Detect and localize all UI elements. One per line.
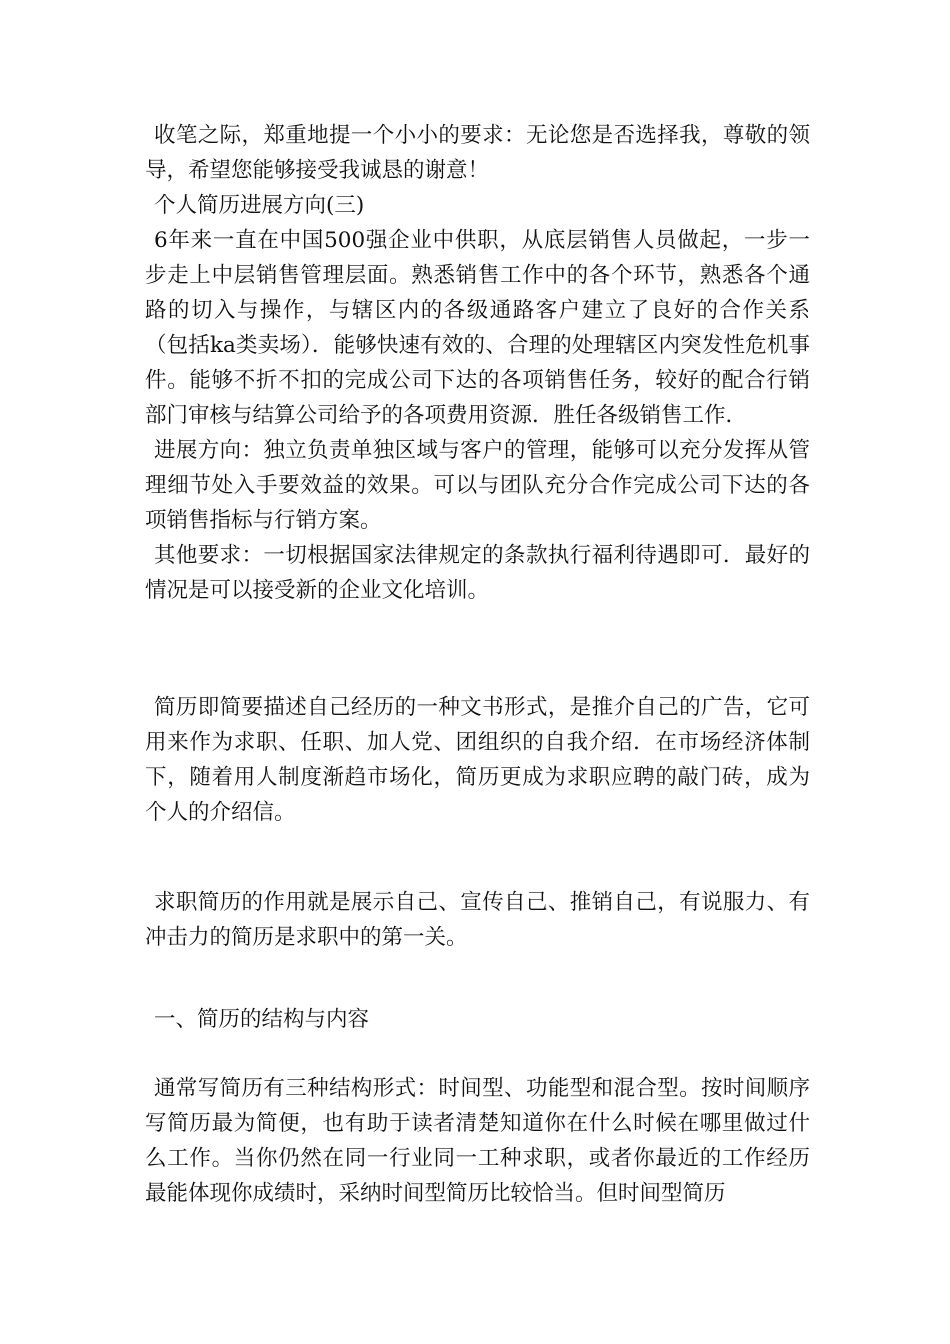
- resume-purpose-paragraph: 求职简历的作用就是展示自己、宣传自己、推销自己，有说服力、有冲击力的简历是求职中的第一关。: [145, 890, 810, 950]
- development-direction-paragraph: 进展方向：独立负责单独区域与客户的管理，能够可以充分发挥从管理细节处入手要效益的效果。可以与团队充分合作完成公司下达的各项销售指标与行销方案。: [145, 438, 810, 533]
- other-requirements-paragraph: 其他要求：一切根据国家法律规定的条款执行福利待遇即可．最好的情况是可以接受新的企业文化培训。: [145, 543, 810, 603]
- work-experience-paragraph: 6年来一直在中国500强企业中供职，从底层销售人员做起，一步一步走上中层销售管理层面。熟悉销售工作中的各个环节，熟悉各个通路的切入与操作，与辖区内的各级通路客户建立了良好的合作关系（包括ka类卖场）．能够快速有效的、合理的处理辖区内突发性危机事件。能够不折不扣的完成公司下达的各项销售任务，较好的配合行销部门审核与结算公司给予的各项费用资源．胜任各级销售工作．: [145, 228, 810, 428]
- structure-types-paragraph: 通常写简历有三种结构形式：时间型、功能型和混合型。按时间顺序写简历最为简便，也有助于读者清楚知道你在什么时候在哪里做过什么工作。当你仍然在同一行业同一工种求职，或者你最近的工作经历最能体现你成绩时，采纳时间型简历比较恰当。但时间型简历: [145, 1076, 810, 1206]
- closing-paragraph: 收笔之际，郑重地提一个小小的要求：无论您是否选择我，尊敬的领导，希望您能够接受我诚恳的谢意！: [145, 123, 810, 183]
- section-heading-development-direction: 个人简历进展方向(三): [154, 193, 365, 218]
- section-heading-structure: 一、简历的结构与内容: [154, 1007, 370, 1032]
- resume-definition-paragraph: 简历即简要描述自己经历的一种文书形式，是推介自己的广告，它可用来作为求职、任职、加人党、团组织的自我介绍．在市场经济体制下，随着用人制度渐趋市场化，简历更成为求职应聘的敲门砖，成为个人的介绍信。: [145, 695, 810, 825]
